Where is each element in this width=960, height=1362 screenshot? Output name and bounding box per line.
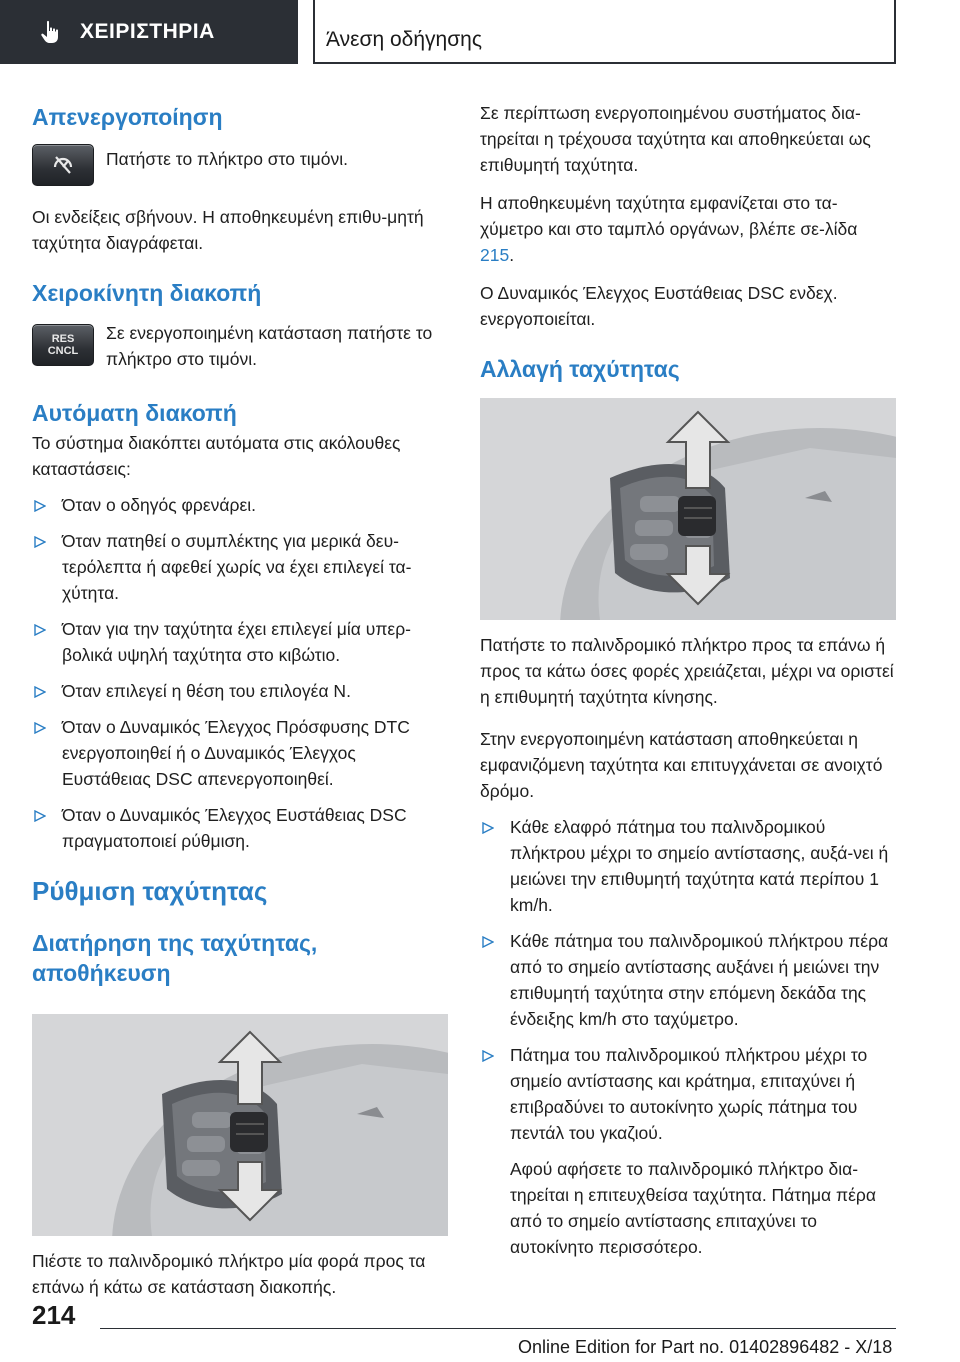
triangle-bullet-icon: [482, 822, 494, 834]
triangle-bullet-icon: [34, 500, 46, 512]
right-p2: [480, 190, 896, 268]
right-p2-text: Η αποθηκευμένη ταχύτητα εμφανίζεται στο τα-χύμετρο και στο ταμπλό οργάνων, βλέπε σε-λίδα: [480, 193, 858, 239]
chapter-title: ΧΕΙΡΙΣΤΗΡΙΑ: [80, 20, 215, 43]
heading-maintain-line1: Διατήρηση της ταχύτητας,: [32, 930, 318, 956]
list-item: [480, 814, 896, 918]
list-item: [32, 802, 448, 854]
steering-wheel-rocker-photo-2: [480, 398, 896, 620]
res-cncl-button-row: [32, 324, 448, 372]
steering-wheel-illustration-2: [480, 398, 896, 620]
triangle-bullet-icon: [34, 624, 46, 636]
cncl-label: CNCL: [47, 345, 79, 357]
manual-interrupt-instruction: Σε ενεργοποιημένη κατάσταση πατήστε το πλήκτρο στο τιμόνι.: [106, 323, 433, 369]
list-item: [32, 616, 448, 668]
list-item-text: Κάθε πάτημα του παλινδρομικού πλήκτρου πέρα από το σημείο αντίστασης αυξάνει ή μειώνει την επιθυμητή ταχύτητα στην επόμενη δεκάδα της ένδειξης km/h στο ταχύμετρο.: [510, 931, 889, 1029]
list-item: [32, 714, 448, 792]
chapter-tab: [0, 0, 298, 64]
auto-interrupt-intro: Το σύστημα διακόπτει αυτόματα στις ακόλουθες καταστάσεις:: [32, 433, 401, 479]
list-item-text: Όταν πατηθεί ο συμπλέκτης για μερικά δευ-τερόλεπτα ή αφεθεί χωρίς να έχει επιλεγεί τα-χύτητα.: [62, 531, 412, 603]
change-caption: Πατήστε το παλινδρομικό πλήκτρο προς τα επάνω ή προς τα κάτω όσες φορές χρειάζεται, μέχρι να οριστεί η επιθυμητή ταχύτητα κίνησης.: [480, 635, 894, 707]
heading-speed-setting: Ρύθμιση ταχύτητας: [32, 876, 268, 906]
auto-interrupt-list: [32, 492, 448, 854]
deactivation-text: Οι ενδείξεις σβήνουν. Η αποθηκευμένη επιθυ-μητή ταχύτητα διαγράφεται.: [32, 207, 424, 253]
list-item-text: Κάθε ελαφρό πάτημα του παλινδρομικού πλήκτρου μέχρι το σημείο αντίστασης, αυξά-νει ή μειώνει την επιθυμητή ταχύτητα κατά περίπου 1 km/h.: [510, 817, 889, 915]
res-cncl-button-icon: [32, 324, 94, 366]
right-column: [480, 100, 896, 1260]
list-item-text: Όταν ο οδηγός φρενάρει.: [62, 495, 257, 515]
right-p2-end: .: [509, 245, 515, 265]
list-item-text: Όταν ο Δυναμικός Έλεγχος Πρόσφυσης DTC ενεργοποιηθεί ή ο Δυναμικός Έλεγχος Ευστάθειας DSC απενεργοποιηθεί.: [62, 717, 410, 789]
heading-manual-interrupt: Χειροκίνητη διακοπή: [32, 280, 262, 306]
list-item: [480, 928, 896, 1032]
deactivate-instruction: Πατήστε το πλήκτρο στο τιμόνι.: [106, 149, 348, 169]
deactivate-button-row: [32, 144, 448, 186]
steering-wheel-rocker-photo: [32, 1014, 448, 1236]
hand-pointer-icon: [38, 19, 64, 45]
triangle-bullet-icon: [34, 536, 46, 548]
list-item-text: Όταν επιλεγεί η θέση του επιλογέα N.: [62, 681, 351, 701]
right-p1: Σε περίπτωση ενεργοποιημένου συστήματος δια-τηρείται η τρέχουσα ταχύτητα και αποθηκεύεται ως επιθυμητή ταχύτητα.: [480, 103, 871, 175]
after-release-text: Αφού αφήσετε το παλινδρομικό πλήκτρο δια-τηρείται η επιτευχθείσα ταχύτητα. Πάτημα πέρα από το σημείο αντίστασης επιταχύνει το αυτοκίνητο περισσότερο.: [510, 1159, 876, 1257]
page-number: 214: [32, 1300, 76, 1330]
heading-deactivation: Απενεργοποίηση: [32, 104, 223, 130]
heading-change-speed: Αλλαγή ταχύτητας: [480, 356, 680, 382]
page-link-215[interactable]: 215: [480, 245, 510, 265]
res-label: RES: [51, 333, 75, 345]
triangle-bullet-icon: [34, 722, 46, 734]
heading-auto-interrupt: Αυτόματη διακοπή: [32, 400, 237, 426]
section-title: Άνεση οδήγησης: [326, 28, 482, 51]
edition-text: Online Edition for Part no. 01402896482 - X/18: [518, 1337, 893, 1357]
left-column: [32, 96, 448, 1300]
triangle-bullet-icon: [34, 810, 46, 822]
list-item: [32, 528, 448, 606]
cruise-control-off-icon: [32, 144, 94, 186]
list-item-text: Όταν ο Δυναμικός Έλεγχος Ευστάθειας DSC πραγματοποιεί ρύθμιση.: [62, 805, 407, 851]
triangle-bullet-icon: [482, 936, 494, 948]
footer-divider: [100, 1328, 896, 1329]
steering-wheel-illustration: [32, 1014, 448, 1236]
right-p3: Ο Δυναμικός Έλεγχος Ευστάθειας DSC ενδεχ. ενεργοποιείται.: [480, 283, 838, 329]
list-item-text: Πάτημα του παλινδρομικού πλήκτρου μέχρι το σημείο αντίστασης και κράτημα, επιταχύνει ή επιβραδύνει το αυτοκίνητο χωρίς πάτημα του πεντάλ του γκαζιού.: [510, 1045, 868, 1143]
maintain-caption: Πιέστε το παλινδρομικό πλήκτρο μία φορά προς τα επάνω ή κάτω σε κατάσταση διακοπής.: [32, 1251, 426, 1297]
list-item: [480, 1042, 896, 1146]
section-header: [313, 0, 896, 64]
triangle-bullet-icon: [482, 1050, 494, 1062]
active-state-text: Στην ενεργοποιημένη κατάσταση αποθηκεύεται η εμφανιζόμενη ταχύτητα και επιτυγχάνεται σε ανοιχτό δρόμο.: [480, 729, 883, 801]
list-item: [32, 678, 448, 704]
list-item: [32, 492, 448, 518]
list-item-text: Όταν για την ταχύτητα έχει επιλεγεί μία υπερ-βολικά υψηλή ταχύτητα στο κιβώτιο.: [62, 619, 411, 665]
triangle-bullet-icon: [34, 686, 46, 698]
change-speed-list: [480, 814, 896, 1146]
heading-maintain-line2: αποθήκευση: [32, 960, 171, 986]
